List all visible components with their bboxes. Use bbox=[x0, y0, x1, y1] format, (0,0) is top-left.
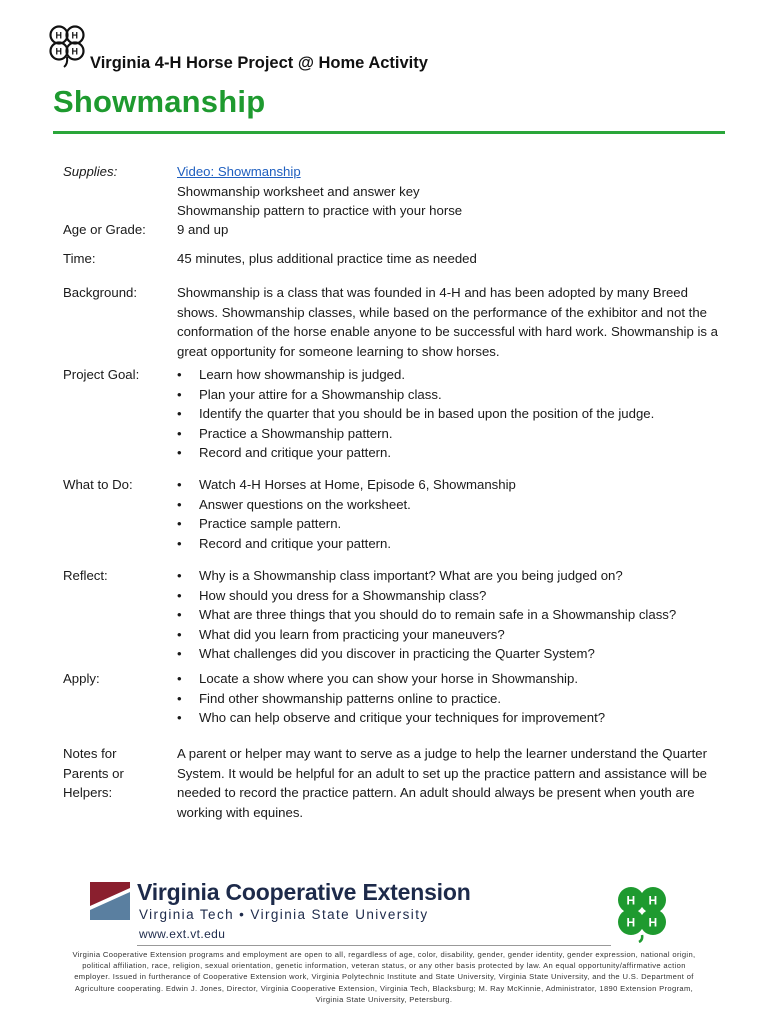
list-item: • Find other showmanship patterns online to practice. bbox=[177, 689, 723, 709]
reflect-list bbox=[177, 566, 723, 664]
background-label: Background: bbox=[63, 285, 138, 300]
notes-label bbox=[63, 744, 171, 803]
list-item: • Learn how showmanship is judged. bbox=[177, 365, 723, 385]
four-h-emblem-icon bbox=[611, 881, 673, 943]
vce-org-name: Virginia Cooperative Extension bbox=[137, 879, 471, 905]
svg-text:H: H bbox=[626, 893, 636, 908]
list-item: • Record and critique your pattern. bbox=[177, 534, 723, 554]
time-value: 45 minutes, plus additional practice time as needed bbox=[177, 251, 477, 266]
age-value: 9 and up bbox=[177, 222, 229, 237]
svg-text:H: H bbox=[648, 915, 658, 930]
list-item: • Locate a show where you can show your horse in Showmanship. bbox=[177, 669, 723, 689]
apply-list bbox=[177, 669, 723, 728]
list-item: • What are three things that you should do to remain safe in a Showmanship class? bbox=[177, 605, 723, 625]
list-item: • Practice a Showmanship pattern. bbox=[177, 424, 723, 444]
vce-logo-mark-icon bbox=[90, 882, 130, 920]
notes-label-line: Helpers: bbox=[63, 785, 113, 801]
title-divider bbox=[53, 131, 725, 134]
list-item: • Why is a Showmanship class important? What are you being judged on? bbox=[177, 566, 723, 586]
header-title: Virginia 4-H Horse Project @ Home Activity bbox=[90, 54, 428, 72]
svg-text:H: H bbox=[71, 30, 78, 41]
vce-url[interactable]: www.ext.vt.edu bbox=[139, 927, 226, 941]
vce-org-sub: Virginia Tech • Virginia State University bbox=[139, 907, 429, 922]
svg-text:H: H bbox=[55, 46, 62, 57]
todo-list bbox=[177, 475, 723, 553]
list-item: • Answer questions on the worksheet. bbox=[177, 495, 723, 515]
list-item: • What challenges did you discover in practicing the Quarter System? bbox=[177, 644, 723, 664]
svg-text:H: H bbox=[626, 915, 636, 930]
supply-item: Showmanship pattern to practice with your horse bbox=[177, 203, 463, 219]
todo-label: What to Do: bbox=[63, 477, 133, 492]
svg-text:H: H bbox=[71, 46, 78, 57]
list-item: • Plan your attire for a Showmanship class. bbox=[177, 385, 723, 405]
goal-label: Project Goal: bbox=[63, 367, 140, 382]
footer-disclaimer: Virginia Cooperative Extension programs and employment are open to all, regardless of age, color, disability, gender, gender identity, gender expression, national origin, political affiliation, race, religion, sexual orientation, genetic information, veteran status, or any other basis protected by law. An equal opportunity/affirmative action employer. Issued in furtherance of Cooperative Extension work, Virginia Polytechnic Institute and State University, Virginia State University, and the U.S. Department of Agriculture cooperating. Edwin J. Jones, Director, Virginia Cooperative Extension, Virginia Tech, Blacksburg; M. Ray McKinnie, Administrator, 1890 Extension Program, Virginia State University, Petersburg. bbox=[72, 950, 696, 1004]
footer-divider bbox=[137, 945, 611, 946]
background-text: Showmanship is a class that was founded in 4-H and has been adopted by many Breed shows. Showmanship classes, while based on the performance of the exhibitor and not the conformation of the horse enable anyone to be successful with hard work. Showmanship is a great opportunity for someone learning to show horses. bbox=[177, 285, 718, 359]
four-leaf-clover-icon bbox=[46, 24, 88, 68]
notes-text: A parent or helper may want to serve as a judge to help the learner understand the Quarter System. It would be helpful for an adult to set up the practice pattern and assistance will be needed to record the practice pattern. An adult should always be present when youth are working with equines. bbox=[177, 746, 708, 820]
list-item: • How should you dress for a Showmanship class? bbox=[177, 586, 723, 606]
time-label: Time: bbox=[63, 251, 96, 266]
list-item: • Practice sample pattern. bbox=[177, 514, 723, 534]
svg-text:H: H bbox=[648, 893, 658, 908]
svg-text:H: H bbox=[55, 30, 62, 41]
reflect-label: Reflect: bbox=[63, 568, 108, 583]
apply-label: Apply: bbox=[63, 671, 100, 686]
list-item: • Who can help observe and critique your techniques for improvement? bbox=[177, 708, 723, 728]
notes-label-line: Notes for bbox=[63, 746, 117, 761]
supplies-label: Supplies: bbox=[63, 164, 118, 179]
list-item: • Watch 4-H Horses at Home, Episode 6, Showmanship bbox=[177, 475, 723, 495]
supply-item: Showmanship worksheet and answer key bbox=[177, 183, 420, 199]
video-link[interactable]: Video: Showmanship bbox=[177, 164, 301, 179]
age-label: Age or Grade: bbox=[63, 222, 146, 237]
list-item: • What did you learn from practicing your maneuvers? bbox=[177, 625, 723, 645]
notes-label-line: Parents or bbox=[63, 765, 124, 781]
page-title: Showmanship bbox=[53, 84, 266, 119]
list-item: • Identify the quarter that you should be in based upon the position of the judge. bbox=[177, 404, 723, 424]
list-item: • Record and critique your pattern. bbox=[177, 443, 723, 463]
goal-list bbox=[177, 365, 723, 463]
